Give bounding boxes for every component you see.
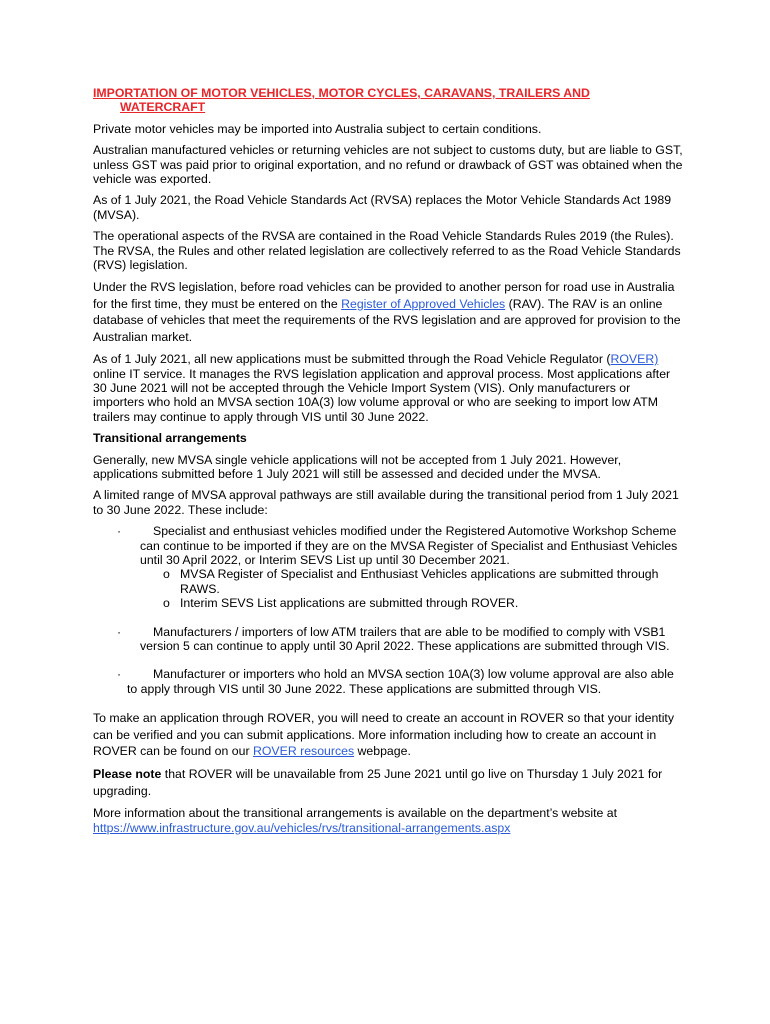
paragraph-more-info <box>93 806 683 835</box>
bullet-text-1: Specialist and enthusiast vehicles modified under the Registered Automotive Workshop Scheme can continue to be imported if they are on the MVSA Register of Specialist and Enthusiast Vehicles until 30 April 2022, or Interim SEVS List up until 30 December 2021. <box>140 524 678 567</box>
sub-bullet-text-1: MVSA Register of Specialist and Enthusiast Vehicles applications are submitted through RAWS. <box>180 567 659 596</box>
bullet-marker: · <box>117 667 122 682</box>
bullet-marker: · <box>117 524 122 539</box>
paragraph-gst: Australian manufactured vehicles or returning vehicles are not subject to customs duty, but are liable to GST, unless GST was paid prior to original exportation, and no refund or drawback of GST was obtained when the vehicle was exported. <box>93 143 683 187</box>
note-text: that ROVER will be unavailable from 25 June 2021 until go live on Thursday 1 July 2021 for upgrading. <box>93 767 663 798</box>
sub-list-item <box>93 596 683 610</box>
sub-bullet-marker: o <box>163 596 170 611</box>
bullet-text-3: Manufacturer or importers who hold an MVSA section 10A(3) low volume approval are also able to apply through VIS until 30 June 2022. These applications are submitted through VIS. <box>127 667 674 696</box>
paragraph-note <box>93 766 683 799</box>
list-item <box>93 667 683 696</box>
rav-text-after: (RAV). The RAV is an online database of vehicles that meet the requirements of the RVS legislation and are approved for provision to the Australian market. <box>93 296 681 344</box>
list-item <box>93 625 683 654</box>
document-body <box>93 86 683 842</box>
sub-bullet-text-2: Interim SEVS List applications are submitted through ROVER. <box>180 596 519 611</box>
transitional-arrangements-link[interactable]: https://www.infrastructure.gov.au/vehicles/rvs/transitional-arrangements.aspx <box>93 820 511 835</box>
more-info-text: More information about the transitional arrangements is available on the department’s website at <box>93 806 618 821</box>
paragraph-generally: Generally, new MVSA single vehicle applications will not be accepted from 1 July 2021. However, applications submitted before 1 July 2021 will still be assessed and decided under the MVSA. <box>93 452 622 481</box>
paragraph-rover <box>93 352 683 424</box>
paragraph-pathways: A limited range of MVSA approval pathways are still available during the transitional period from 1 July 2021 to 30 June 2022. These include: <box>93 488 679 517</box>
paragraph-intro: Private motor vehicles may be imported into Australia subject to certain conditions. <box>93 121 542 136</box>
account-text-after: webpage. <box>354 744 411 759</box>
sub-bullet-marker: o <box>163 567 170 582</box>
bullet-text-2: Manufacturers / importers of low ATM trailers that are able to be modified to comply with VSB1 version 5 can continue to apply until 30 April 2022. These applications are submitted through VIS. <box>140 624 670 653</box>
rover-link[interactable]: ROVER) <box>610 352 659 367</box>
paragraph-rvsa: As of 1 July 2021, the Road Vehicle Standards Act (RVSA) replaces the Motor Vehicle Standards Act 1989 (MVSA). <box>93 193 672 222</box>
list-item <box>93 524 683 610</box>
rover-text-after: online IT service. It manages the RVS legislation application and approval process. Most applications after 30 June 2021 will not be accepted through the Vehicle Import System (VIS). Only manufacturers or importers who hold an MVSA section 10A(3) low volume approval or who are seeking to import low ATM trailers may continue to apply through VIS until 30 June 2022. <box>93 366 671 424</box>
bullet-marker: · <box>117 624 122 639</box>
paragraph-rules: The operational aspects of the RVSA are contained in the Road Vehicle Standards Rules 2019 (the Rules). The RVSA, the Rules and other related legislation are collectively referred to as the Road Vehicle Standards (RVS) legislation. <box>93 229 681 273</box>
note-label: Please note <box>93 767 162 782</box>
rover-text-before: As of 1 July 2021, all new applications must be submitted through the Road Vehicle Regulator ( <box>93 352 611 367</box>
rav-text-before: Under the RVS legislation, before road vehicles can be provided to another person for road use in Australia for the first time, they must be entered on the <box>93 280 675 311</box>
sub-list-item <box>93 567 683 596</box>
title-line-1: IMPORTATION OF MOTOR VEHICLES, MOTOR CYCLES, CARAVANS, TRAILERS AND <box>93 86 590 100</box>
rover-resources-link[interactable]: ROVER resources <box>252 744 355 759</box>
page-title <box>93 86 683 115</box>
section-heading: Transitional arrangements <box>93 431 247 446</box>
register-link[interactable]: Register of Approved Vehicles <box>341 296 506 311</box>
title-line-2: WATERCRAFT <box>120 100 206 115</box>
paragraph-account <box>93 710 683 759</box>
paragraph-rav <box>93 279 683 345</box>
account-text-before: To make an application through ROVER, you will need to create an account in ROVER so that your identity can be verified and you can submit applications. More information including how to create an account in ROVER can be found on our <box>93 711 674 759</box>
